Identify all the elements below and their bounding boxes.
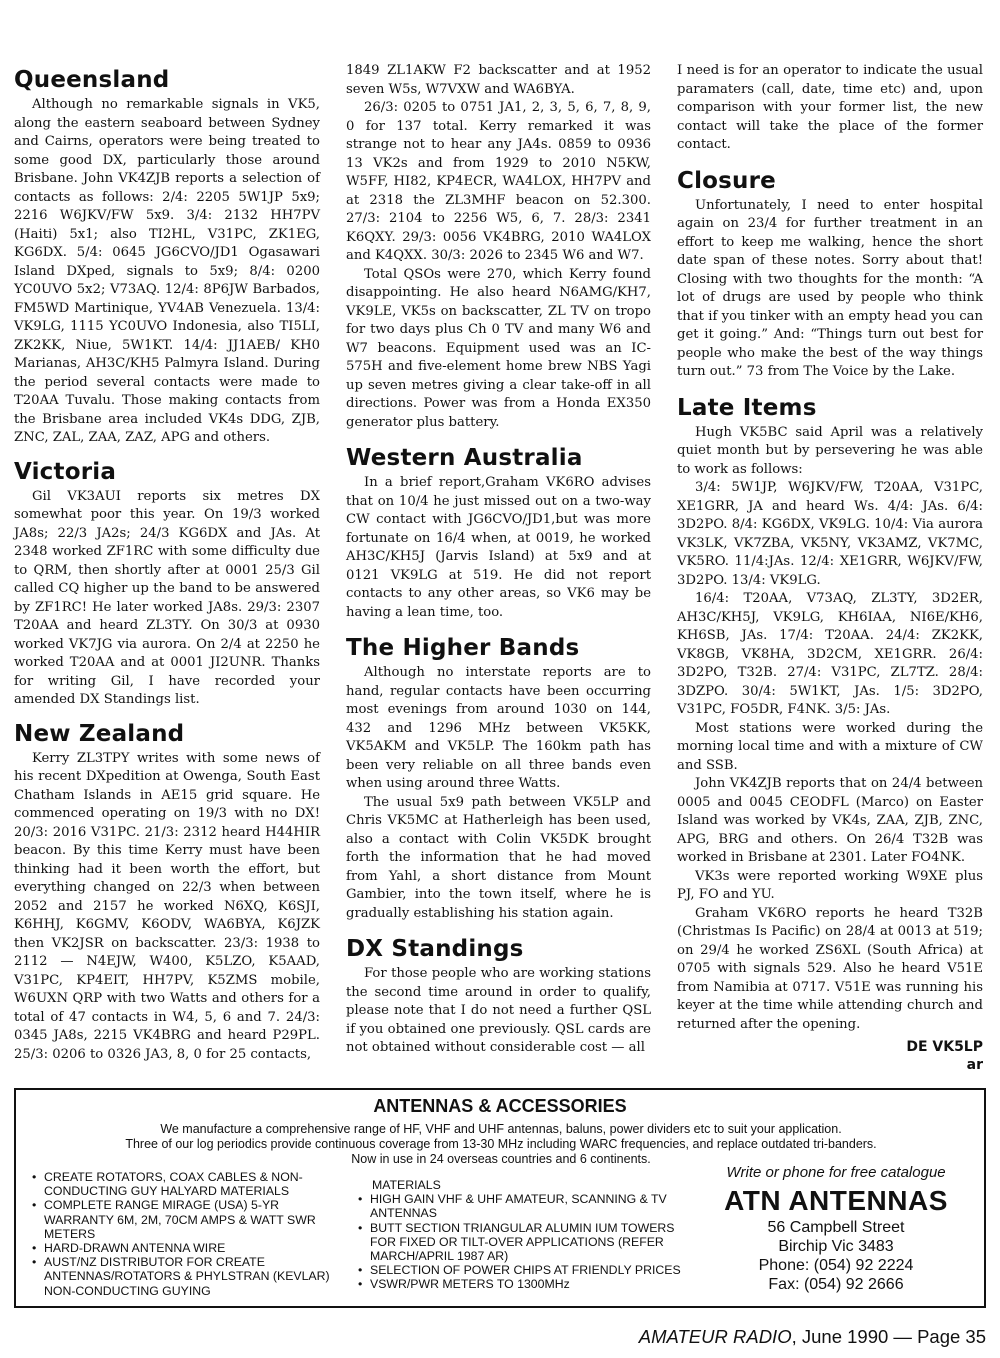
- ad-title: ANTENNAS & ACCESSORIES: [373, 1096, 627, 1116]
- section-heading-dx-standings: DX Standings: [346, 936, 524, 962]
- issue-and-page: , June 1990 — Page 35: [791, 1326, 986, 1347]
- new-zealand-continued: 1849 ZL1AKW F2 backscatter and at 1952 seven W5s, W7VXW and WA6BYA.: [346, 63, 651, 97]
- ad-phone: Phone: (054) 92 2224: [758, 1257, 914, 1274]
- higher-bands-paragraph-2: The usual 5x9 path between VK5LP and Chris VK5MC at Hatherleigh has been used, also a contact with Colin VK5DK brought forth the information that he had moved from Yahl, a short distance from Mount Gambier, into the town itself, where he is gradually establishing his station again.: [346, 794, 651, 921]
- ad-list-item: • VSWR/PWR METERS TO 1300MHz: [356, 1277, 686, 1291]
- ad-brand-name: ATN ANTENNAS: [724, 1185, 948, 1216]
- late-items-paragraph-2: 3/4: 5W1JP, W6JKV/FW, T20AA, V31PC, XE1GRR, JA and heard Ws. 4/4: JAs. 6/4: 3D2PO. 8/4: KG6DX, VK9LG. 10/4: Via aurora VK3LK, VK7ZBA, VK5NY, VK3AMZ, VK7MC, VK5RO. 11/4:JAs. 12/4: XE1GRR, W6JKV/FW, 3D2PO. 13/4: VK9LG.: [677, 480, 983, 588]
- column-3: [677, 62, 983, 1074]
- ad-list-item: • SELECTION OF POWER CHIPS AT FRIENDLY PRICES: [356, 1263, 686, 1277]
- victoria-paragraph: Gil VK3AUI reports six metres DX somewhat poor this year. On 19/3 worked JA8s; 22/3 JA2s; 24/3 KG6DX and JAs. At 2348 worked ZF1RC with some difficulty due to QRM, then shortly after at 0001 25/3 Gil called CQ higher up the band to be answered by ZF1RC! He later worked JA8s. 29/3: 2307 T20AA and heard ZL3TY. On 30/3 at 0930 worked VK7JG via aurora. On 2/4 at 2250 he worked T20AA and at 0001 JI2UNR. Thanks for writing Gil, I have recorded your amended DX Standings list.: [14, 488, 320, 707]
- column-1: [14, 60, 320, 1064]
- ad-list-item: • CREATE ROTATORS, COAX CABLES & NON-CONDUCTING GUY HALYARD MATERIALS: [30, 1170, 348, 1198]
- ad-intro-line-1: We manufacture a comprehensive range of HF, VHF and UHF antennas, baluns, power dividers etc to suit your application.: [160, 1122, 842, 1136]
- dx-standings-paragraph: For those people who are working stations the second time around in order to qualify, please note that I do not need a further QSL if you obtained one previously. QSL cards are not obtained without considerable cost — all: [346, 966, 651, 1055]
- ad-street-address: 56 Campbell Street: [767, 1219, 905, 1236]
- ad-list-item: • HIGH GAIN VHF & UHF AMATEUR, SCANNING & TV ANTENNAS: [356, 1192, 686, 1220]
- late-items-paragraph-3: 16/4: T20AA, V73AQ, ZL3TY, 3D2ER, AH3C/KH5J, VK9LG, KH6IAA, NI6E/KH6, KH6SB, JAs. 17/4: T20AA. 24/4: ZK2KK, VK8GB, VK8HA, 3D2CM, XE1GRR. 26/4: 3D2PO, T32B. 27/4: V31PC, ZL7TZ. 28/4: 3DZPO. 30/4: 5W1KT, JAs. 1/5: 3D2PO, V31PC, FO5DR, F4NK. 3/5: JAs.: [677, 591, 983, 717]
- article-end-mark: ar: [966, 1057, 983, 1073]
- page-footer: [639, 1326, 986, 1348]
- column-2: [346, 62, 651, 1058]
- section-heading-victoria: Victoria: [14, 458, 117, 485]
- section-heading-new-zealand: New Zealand: [14, 720, 185, 747]
- ad-contact-block: [696, 1164, 976, 1294]
- late-items-paragraph-5: John VK4ZJB reports that on 24/4 between 0005 and 0045 CEODFL (Marco) on Easter Island was worked by VK4s, ZAA, ZJB, ZNC, APG, BRG and others. On 26/4 T32B was worked in Brisbane at 2301. Later FO4NK.: [677, 776, 983, 865]
- section-heading-late-items: Late Items: [677, 394, 817, 421]
- ad-list-item-continued: MATERIALS: [372, 1178, 441, 1192]
- author-signoff: DE VK5LP: [906, 1039, 983, 1055]
- section-heading-higher-bands: The Higher Bands: [346, 635, 580, 661]
- ad-call-to-action: Write or phone for free catalogue: [726, 1164, 946, 1181]
- publication-name: AMATEUR RADIO: [638, 1326, 792, 1347]
- ad-list-item: • AUST/NZ DISTRIBUTOR FOR CREATE ANTENNAS/ROTATORS & PHYLSTRAN (KEVLAR) NON-CONDUCTING GUYING: [30, 1255, 348, 1298]
- ad-product-list-1: [30, 1170, 348, 1298]
- late-items-paragraph-6: VK3s were reported working W9XE plus PJ, FO and YU.: [677, 868, 983, 902]
- advertisement-box: [14, 1088, 986, 1308]
- higher-bands-paragraph-1: Although no interstate reports are to hand, regular contacts have been occurring most evenings from around 1030 on 144, 432 and 1296 MHz between VK5KK, VK5AKM and VK5LP. The 160km path has been very reliable on all three bands even when using around three Watts.: [346, 665, 651, 791]
- late-items-paragraph-1: Hugh VK5BC said April was a relatively quiet month but by persevering he was able to work as follows:: [677, 424, 983, 477]
- new-zealand-paragraph: Kerry ZL3TPY writes with some news of his recent DXpedition at Owenga, South East Chatham Islands in AE15 grid square. He commenced operating on 19/3 with no DX! 20/3: 2016 V31PC. 21/3: 2312 heard H44HIR beacon. By this time Kerry must have been thinking had it been worth the effort, but everything changed on 22/3 when between 2052 and 2157 he worked N6XQ, K6SJI, K6HHJ, K6GMV, K6ODV, WA6BYA, K6JZK then VK2JSR on backscatter. 23/3: 1938 to 2112 — N4EJW, W400, K5LZO, K5AAD, V31PC, KP4EIT, HH7PV, K5ZMS mobile, W6UXN QRP with two Watts and others for a total of 47 contacts in W4, 5, 6 and 7. 24/3: 0345 JA8s, 2215 VK4BRG and heard P29PL. 25/3: 0206 to 0326 JA3, 8, 0 for 25 contacts,: [14, 750, 320, 1062]
- ad-intro-line-3: Now in use in 24 overseas countries and 6 continents.: [351, 1152, 651, 1166]
- ad-list-item: • BUTT SECTION TRIANGULAR ALUMIN IUM TOWERS FOR FIXED OR TILT-OVER APPLICATIONS (REFER MARCH/APRIL 1987 AR): [356, 1221, 686, 1264]
- ad-town: Birchip Vic 3483: [778, 1238, 894, 1255]
- ad-product-list-2: [356, 1178, 686, 1292]
- ad-fax: Fax: (054) 92 2666: [768, 1276, 904, 1293]
- new-zealand-paragraph-2: 26/3: 0205 to 0751 JA1, 2, 3, 5, 6, 7, 8, 9, 0 for 137 total. Kerry remarked it was strange not to hear any JA4s. 0859 to 0936 13 VK2s and from 1929 to 2010 N5KW, W5FF, HI82, KP4ECR, WA4LOX, HH7PV and at 2318 the ZL3MHF beacon on 52.300. 27/3: 2104 to 2256 W5, 6, 7. 28/3: 2341 K6QXY. 29/3: 0056 VK4BRG, 2010 WA4LOX and K4QXX. 30/3: 2026 to 2345 W6 and W7.: [346, 100, 651, 263]
- ad-list-item: • COMPLETE RANGE MIRAGE (USA) 5-YR WARRANTY 6M, 2M, 70CM AMPS & WATT SWR METERS: [30, 1198, 348, 1241]
- western-australia-paragraph: In a brief report,Graham VK6RO advises that on 10/4 he just missed out on a two-way CW contact with JG6CVO/JD1,but was more fortunate on 16/4 when, at 0019, he worked AH3C/KH5J (Jarvis Island) at 5x9 and at 0121 VK9LG at 519. He did not report contacts to any other areas, so VK6 may be having a lean time, too.: [346, 475, 651, 620]
- ad-intro-line-2: Three of our log periodics provide continuous coverage from 13-30 MHz including WARC frequencies, and replace outdated tri-banders.: [125, 1137, 877, 1151]
- section-heading-queensland: Queensland: [14, 67, 170, 93]
- ad-list-item: • HARD-DRAWN ANTENNA WIRE: [30, 1241, 348, 1255]
- late-items-paragraph-4: Most stations were worked during the morning local time and with a mixture of CW and SSB.: [677, 720, 983, 773]
- dx-standings-continued: I need is for an operator to indicate the usual paramaters (call, date, time etc) and, upon comparison with your former list, the new contact will take the place of the former contact.: [677, 63, 983, 152]
- closure-paragraph: Unfortunately, I need to enter hospital again on 23/4 for further treatment in an effort to keep me walking, hence the short date span of these notes. Sorry about that! Closing with two thoughts for the month: “A lot of drugs are used by people who think that if you tinker with an empty head you can get it going.” And: “Things turn out best for people who make the best of the way things turn out.” 73 from The Voice by the Lake.: [677, 197, 983, 379]
- section-heading-western-australia: Western Australia: [346, 445, 583, 471]
- section-heading-closure: Closure: [677, 167, 776, 194]
- ad-intro: [56, 1122, 946, 1167]
- new-zealand-paragraph-3: Total QSOs were 270, which Kerry found disappointing. He also heard N6AMG/KH7, VK9LE, VK5s on backscatter, ZL TV on tropo for two days plus Ch 0 TV and many W6 and W7 beacons. Equipment used was an IC-575H and five-element home brew NBS Yagi up seven metres giving a clear take-off in all directions. Power was from a Honda EX350 generator plus battery.: [346, 266, 651, 430]
- queensland-paragraph: Although no remarkable signals in VK5, along the eastern seaboard between Sydney and Cairns, operators were being treated to some good DX, particularly those around Brisbane. John VK4ZJB reports a selection of contacts as follows: 2/4: 2205 5W1JP 5x9; 2216 W6JKV/FW 5x9. 3/4: 2132 HH7PV (Haiti) 5x1; also TI2HL, V31PC, ZK1EG, KG6DX. 5/4: 0645 JG6CVO/JD1 Ogasawari Island DXped, signals to 5x9; 8/4: 0200 YC0UVO 5x2; V73AQ. 12/4: 8P6JW Barbados, FM5WD Martinique, YV4AB Venezuela. 13/4: VK9LG, 1115 YC0UVO Indonesia, also TI5LI, ZK2KK, Niue, 5W1KT. 14/4: JJ1AEB/ KH0 Marianas, AH3C/KH5 Palmyra Island. During the period several contacts were made to T20AA Tuvalu. Those making contacts from the Brisbane area included VK4s DDG, ZJB, ZNC, ZAL, ZAA, ZAZ, APG and others.: [14, 97, 320, 445]
- late-items-paragraph-7: Graham VK6RO reports he heard T32B (Christmas Is Pacific) on 28/4 at 0013 at 519; on 29/4 he worked ZS6XL (South Africa) at 0705 with signals 529. Also he heard V51E from Namibia at 0717. V51E was running his keyer at the time while attending church and returned after the opening.: [677, 905, 983, 1032]
